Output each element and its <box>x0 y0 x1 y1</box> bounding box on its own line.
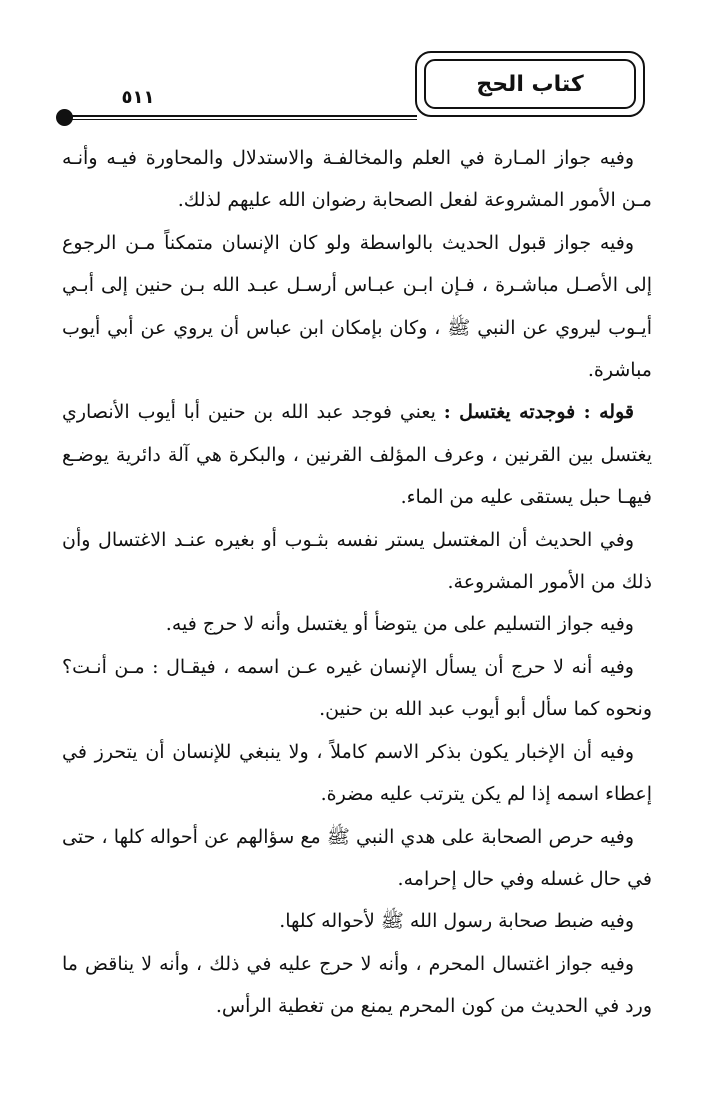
paragraph: وفيه جواز التسليم على من يتوضأ أو يغتسل وأنه لا حرج فيه. <box>165 613 634 636</box>
paragraph: وفيه جواز قبول الحديث بالواسطة ولو كان الإنسان متمكناً مـن الرجوع إلى الأصـل مباشـرة ، فـإن ابـن عبـاس أرسـل عبـد الله بـن حنين إلى أبـي أيـوب ليروي عن النبي ﷺ ، وكان بإمكان ابن عباس أن يروي عن أبي أيوب مباشرة. <box>62 231 652 382</box>
header-bullet <box>56 109 73 126</box>
paragraph: وفيه حرص الصحابة على هدي النبي ﷺ مع سؤالهم عن أحواله كلها ، حتى في حال غسله وفي حال إحرامه. <box>62 825 652 890</box>
paragraph: وفيه أن الإخبار يكون بذكر الاسم كاملاً ، ولا ينبغي للإنسان أن يتحرز في إعطاء اسمه إذا لم يكن يترتب عليه مضرة. <box>62 740 652 806</box>
paragraph: وفيه جواز المـارة في العلم والمخالفـة والاستدلال والمحاورة فيـه وأنـه مـن الأمور المشروعة لفعل الصحابة رضوان الله عليهم لذلك. <box>62 147 652 212</box>
paragraph: وفيه أنه لا حرج أن يسأل الإنسان غيره عـن اسمه ، فيقـال : مـن أنـت؟ ونحوه كما سأل أبو أيوب عبد الله بن حنين. <box>62 655 652 721</box>
paragraph: وفي الحديث أن المغتسل يستر نفسه بثـوب أو بغيره عنـد الاغتسال وأن ذلك من الأمور المشروعة. <box>62 528 652 594</box>
paragraph-lead: قوله : فوجدته يغتسل : <box>443 401 634 424</box>
header-rule <box>72 115 417 117</box>
paragraph: وفيه جواز اغتسال المحرم ، وأنه لا حرج عليه في ذلك ، وأنه لا يناقض ما ورد في الحديث من كون المحرم يمنع من تغطية الرأس. <box>62 952 652 1018</box>
header-rule-thin <box>72 119 417 120</box>
book-title: كتاب الحج <box>424 59 636 109</box>
paragraph: قوله : فوجدته يغتسل : يعني فوجد عبد الله بن حنين أبا أيوب الأنصاري يغتسل بين القرنين ، وعرف المؤلف القرنين ، والبكرة هي آلة دائرية يوضـع فيهـا حبل يستقى عليه من الماء. <box>62 401 652 509</box>
page-header <box>0 0 703 130</box>
page-body <box>62 137 652 1028</box>
page-number: ٥١١ <box>108 87 168 108</box>
paragraph: وفيه ضبط صحابة رسول الله ﷺ لأحواله كلها. <box>279 910 634 933</box>
